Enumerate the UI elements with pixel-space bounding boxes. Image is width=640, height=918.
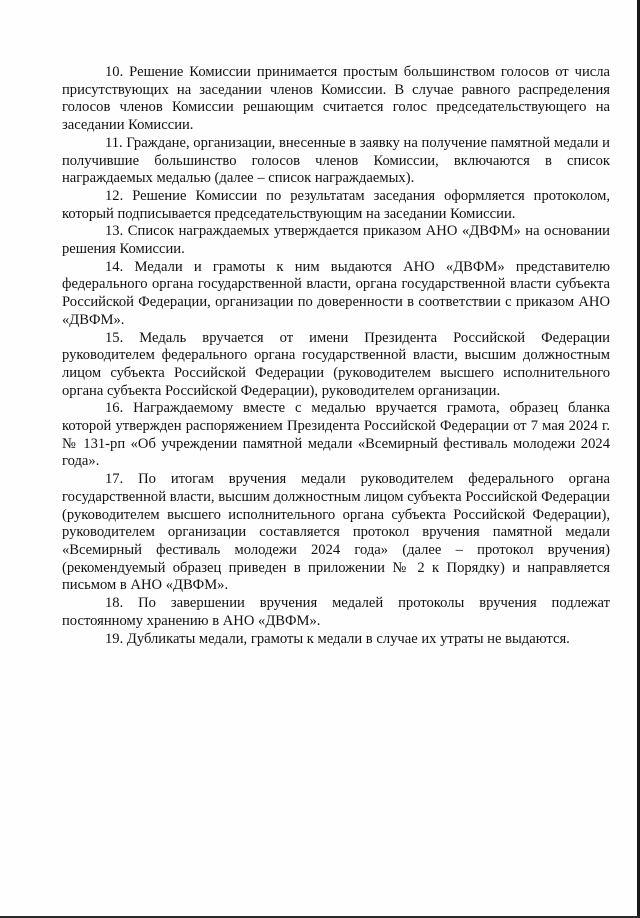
paragraph-18: 18. По завершении вручения медалей протоколы вручения подлежат постоянному хранению в АНО «ДВФМ».: [62, 595, 610, 629]
paragraph-19: 19. Дубликаты медали, грамоты к медали в случае их утраты не выдаются.: [105, 630, 570, 647]
paragraph-13: 13. Список награждаемых утверждается приказом АНО «ДВФМ» на основании решения Комиссии.: [62, 223, 610, 258]
paragraph-17: 17. По итогам вручения медали руководителем федерального органа государственной власти, высшим должностным лицом субъекта Российской Федерации (руководителем высшего исполнительного органа субъекта Российской Федерации), руководителем организации составляется протокол вручения памятной медали «Всемирный фестиваль молодежи 2024 года» (далее – протокол вручения) (рекомендуемый образец приведен в приложении № 2 к Порядку) и направляется письмом в АНО «ДВФМ».: [62, 471, 610, 594]
paragraph-10: 10. Решение Комиссии принимается простым большинством голосов от числа присутствующих на заседании членов Комиссии. В случае равного распределения голосов членов Комиссии решающим считается голос председательствующего на заседании Комиссии.: [62, 64, 610, 134]
paragraph-11: 11. Граждане, организации, внесенные в заявку на получение памятной медали и получившие большинство голосов членов Комиссии, включаются в список награждаемых медалью (далее – список награждаемых).: [62, 134, 610, 187]
paragraph-16: 16. Награждаемому вместе с медалью вручается грамота, образец бланка которой утвержден распоряжением Президента Российской Федерации от 7 мая 2024 г. № 131-рп «Об учреждении памятной медали «Всемирный фестиваль молодежи 2024 года».: [62, 400, 610, 470]
paragraph-14: 14. Медали и грамоты к ним выдаются АНО «ДВФМ» представителю федерального органа государственной власти, органа государственной власти субъекта Российской Федерации, организации по доверенности в соответствии с приказом АНО «ДВФМ».: [62, 258, 610, 328]
document-body: [62, 64, 610, 648]
paragraph-12: 12. Решение Комиссии по результатам заседания оформляется протоколом, который подписывается председательствующим на заседании Комиссии.: [62, 187, 610, 222]
paragraph-15: 15. Медаль вручается от имени Президента Российской Федерации руководителем федерального органа государственной власти, высшим должностным лицом субъекта Российской Федерации (руководителем высшего исполнительного органа субъекта Российской Федерации), руководителем организации.: [62, 329, 610, 399]
